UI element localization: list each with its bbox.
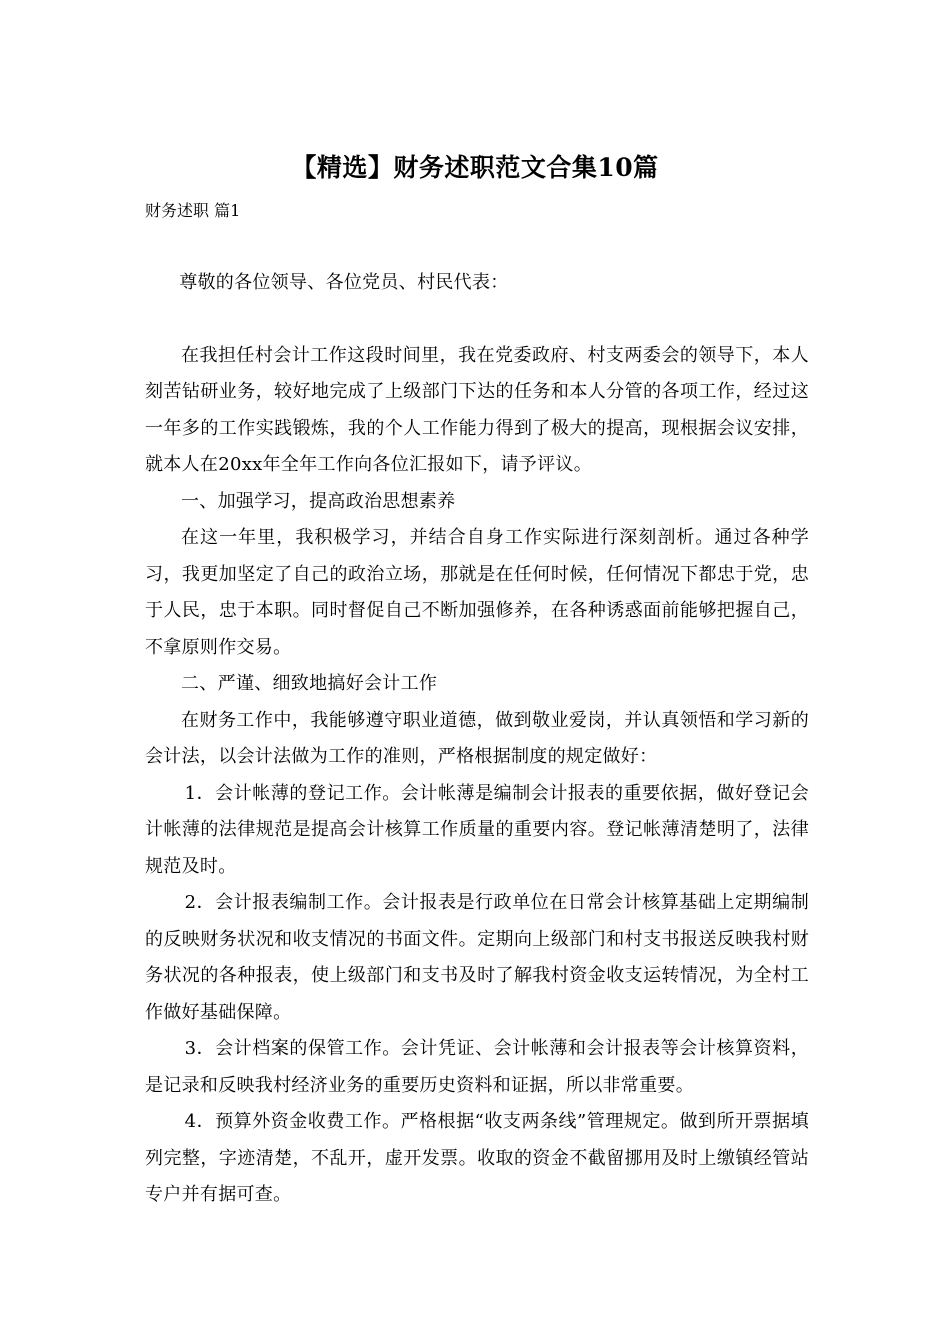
accounting-paragraph: 在财务工作中，我能够遵守职业道德，做到敬业爱岗，并认真领悟和学习新的会计法，以会计法做为工作的准则，严格根据制度的规定做好： — [145, 709, 809, 767]
study-paragraph: 在这一年里，我积极学习，并结合自身工作实际进行深刻剖析。通过各种学习，我更加坚定了自己的政治立场，那就是在任何时候，任何情况下都忠于党，忠于人民，忠于本职。同时督促自己不断加强修养，在各种诱惑面前能够把握自己，不拿原则作交易。 — [145, 527, 809, 658]
list-item-ledger: 1．会计帐薄的登记工作。会计帐薄是编制会计报表的重要依据，做好登记会计帐薄的法律规范是提高会计核算工作质量的重要内容。登记帐薄清楚明了，法律规范及时。 — [145, 782, 809, 877]
document-subtitle: 财务述职 篇1 — [145, 201, 241, 220]
list-item-fees: 4．预算外资金收费工作。严格根据“收支两条线”管理规定。做到所开票据填列完整，字迹清楚，不乱开，虚开发票。收取的资金不截留挪用及时上缴镇经管站专户并有据可查。 — [145, 1111, 809, 1205]
section-heading-accounting: 二、严谨、细致地搞好会计工作 — [181, 673, 438, 694]
document-body — [145, 265, 809, 1214]
intro-paragraph: 在我担任村会计工作这段时间里，我在党委政府、村支两委会的领导下，本人刻苦钻研业务，较好地完成了上级部门下达的任务和本人分管的各项工作，经过这一年多的工作实践锻炼，我的个人工作能力得到了极大的提高，现根据会议安排，就本人在20xx年全年工作向各位汇报如下，请予评议。 — [145, 344, 809, 475]
salutation-paragraph: 尊敬的各位领导、各位党员、村民代表： — [179, 272, 509, 293]
list-item-reports: 2．会计报表编制工作。会计报表是行政单位在日常会计核算基础上定期编制的反映财务状况和收支情况的书面文件。定期向上级部门和村支书报送反映我村财务状况的各种报表，使上级部门和支书及时了解我村资金收支运转情况，为全村工作做好基础保障。 — [145, 892, 809, 1023]
section-heading-study: 一、加强学习，提高政治思想素养 — [181, 490, 456, 512]
list-item-archives: 3．会计档案的保管工作。会计凭证、会计帐薄和会计报表等会计核算资料，是记录和反映我村经济业务的重要历史资料和证据，所以非常重要。 — [145, 1038, 809, 1096]
document-title: 【精选】财务述职范文合集10篇 — [291, 153, 659, 182]
